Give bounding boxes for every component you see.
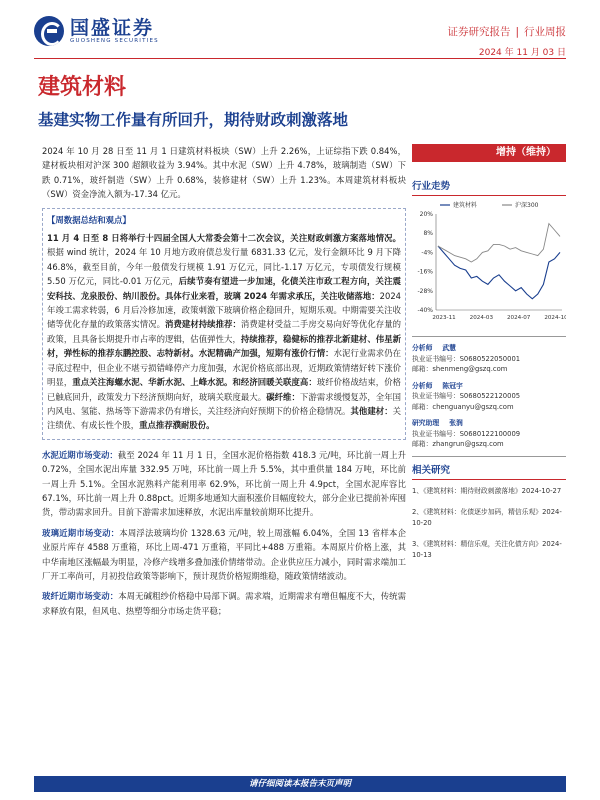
y-tick-label: -28% bbox=[417, 287, 433, 295]
legend-label: 建筑材料 bbox=[453, 202, 478, 209]
summary-text-4: 水泥行业需求仍在寻底过程中，但企业不堪亏损错峰停产力度加强，水泥价格底部出现，近期政策情绪好转下涨价明显， bbox=[47, 348, 402, 388]
summary-text-5: 玻纤价格战结束，价格已触底回升，政策发力下经济预期向好，玻璃关联度最大。 bbox=[47, 377, 402, 402]
report-sub: 行业周报 bbox=[524, 26, 566, 38]
summary-text-1: 根据 wind 统计，2024 年 10 月地方政府债总发行量 6831.33 亿元，发行金额环比 9 月下降 46.8%，截至目前，今年一般债发行规模 1.91 万亿元，同比-1.17 万亿元，专项债发行规模 5.50 万亿元，同比-0.01 万亿元， bbox=[47, 247, 401, 287]
trend-chart-svg bbox=[412, 198, 566, 328]
summary-text-7: 关注绩优、有成长性个股， bbox=[47, 405, 402, 431]
analyst-role: 研究助理 bbox=[412, 419, 440, 427]
x-tick-label: 2024-03 bbox=[469, 315, 494, 321]
x-tick-label: 2024-07 bbox=[506, 315, 531, 321]
report-type: 证券研究报告 bbox=[447, 26, 511, 38]
analyst-email[interactable]: shenmeng@gszq.com bbox=[432, 365, 508, 373]
y-tick-label: -40% bbox=[417, 307, 433, 314]
analyst-list bbox=[412, 336, 566, 450]
logo-name: 国盛证券 bbox=[70, 17, 155, 39]
cert-label: 执业证书编号： bbox=[412, 392, 460, 400]
logo-icon bbox=[34, 16, 64, 46]
series-line-csi300 bbox=[438, 224, 560, 262]
analyst-name: 张润 bbox=[449, 419, 463, 427]
industry-title: 建筑材料 bbox=[38, 74, 127, 100]
logo-english: GUOSHENG SECURITIES bbox=[70, 38, 159, 44]
related-report-1[interactable]: 1、《建筑材料：期待财政刺激落地》2024-10-27 bbox=[412, 486, 562, 495]
summary-bold-5: 重点关注海螺水泥、华新水泥、上峰水泥。和经济回暖关联度高： bbox=[72, 377, 317, 388]
cert-number: S0680122100009 bbox=[459, 429, 521, 438]
trend-chart bbox=[412, 198, 566, 328]
analyst-email[interactable]: chenguanyu@gszq.com bbox=[432, 402, 514, 411]
analyst-email[interactable]: zhangrun@gszq.com bbox=[432, 440, 504, 448]
rating-badge: 增持（维持） bbox=[412, 144, 566, 162]
x-tick-label: 2023-11 bbox=[432, 315, 456, 321]
cert-number: S0680522120005 bbox=[459, 392, 521, 400]
summary-text-3: 消费建材受益二手房交易向好等优化存量的政策，且具备长期提升市占率的逻辑，估值弹性大， bbox=[47, 319, 402, 344]
summary-bold-4: 持续推荐，稳健标的推荐北新建材、伟星新材，弹性标的推荐东鹏控股、志特新材。水泥精确产加强，短期有涨价行情： bbox=[47, 333, 402, 359]
cert-number: S0680522050001 bbox=[459, 354, 521, 363]
trend-heading: 行业走势 bbox=[412, 178, 566, 196]
related-heading: 相关研究 bbox=[412, 465, 566, 480]
series-line-building-materials bbox=[438, 246, 560, 299]
summary-bold-1: 11 月 4 日至 8 日将举行十四届全国人大常委会第十二次会议，关注财政刺激方案落地情况。 bbox=[47, 233, 401, 244]
analyst-entry bbox=[412, 418, 566, 450]
summary-bold-2: 后续节奏有望进一步加速，化债关注市政工程方向，关注震安科技、龙泉股份、纳川股份。具体行业来看，玻璃 2024 年需求承压，关注收储落地： bbox=[47, 276, 402, 301]
cement-paragraph bbox=[42, 448, 406, 520]
report-category: 证券研究报告 | 行业周报 bbox=[447, 26, 566, 38]
y-tick-label: 20% bbox=[419, 211, 433, 218]
summary-bold-6: 碳纤维： bbox=[266, 391, 300, 402]
summary-heading: 【周数据总结和观点】 bbox=[47, 214, 131, 225]
sidebar bbox=[412, 144, 566, 571]
y-tick-label: -16% bbox=[417, 268, 433, 276]
fiber-text: 本周无碱粗纱价格稳中局部下调。需求端，近期需求有增但幅度不大，传统需求释放有限，但风电、热塑等细分市场走货平稳； bbox=[42, 591, 407, 616]
fiber-paragraph bbox=[42, 589, 406, 618]
related-research bbox=[412, 456, 566, 561]
main-body bbox=[42, 144, 406, 624]
y-tick-label: 8% bbox=[423, 230, 433, 238]
analyst-name: 武慧 bbox=[442, 344, 456, 352]
analyst-entry bbox=[412, 381, 566, 413]
header-divider bbox=[34, 58, 566, 59]
glass-paragraph bbox=[42, 526, 406, 584]
email-label: 邮箱： bbox=[412, 402, 433, 411]
summary-bold-7: 其他建材： bbox=[350, 405, 393, 416]
glass-text: 本周浮法玻璃均价 1328.63 元/吨，较上周涨幅 6.04%，全国 13 省样本企业原片库存 4588 万重箱，环比上周-471 万重箱，平同比+488 万重箱。本周原片价格上涨，其中华南地区涨幅最为明显，冷修产线增多叠加涨价情绪带动。企业供应压力减小，同时需求端加工厂开工率尚可，月初投信政策等影响下，预计现货价格短期维稳，随政策情绪波动。 bbox=[42, 527, 406, 581]
cement-text: 截至 2024 年 11 月 1 日，全国水泥价格指数 418.3 元/吨，环比前一周上升 0.72%，全国水泥出库量 332.95 万吨，环比前一周上升 5.5%，其中重供量 184 万吨，环比前一周上升 5.1%。全国水泥熟料产能利用率 62.9%，环比前一周上升 4.9pct，全国水泥库容比 67.1%，环比前一周上升 0.88pct。近期多地通知大面积涨价目幅度较大，部分企业已提前补库囤货，带动需求回升。目前下游需求加速释放，水泥出库量较前期环比提升。 bbox=[42, 449, 406, 518]
summary-text-6: 下游需求缓慢复苏，全年国内风电、氢能、热场等下游需求仍有增长，关注经济向好预期下的价格企稳情况。 bbox=[47, 391, 402, 416]
y-tick-label: -4% bbox=[421, 249, 433, 257]
summary-bold-8: 重点推荐濮耐股份。 bbox=[139, 420, 215, 431]
summary-box bbox=[42, 208, 406, 440]
cert-label: 执业证书编号： bbox=[412, 354, 460, 363]
glass-label: 玻璃近期市场变动： bbox=[42, 527, 120, 538]
analyst-entry bbox=[412, 343, 566, 375]
email-label: 邮箱： bbox=[412, 440, 433, 448]
summary-text-2: 2024 年竣工需求转弱，6 月后冷修加速，政策刺激下玻璃价格企稳回升，短期乐观。中期需要关注收储等优化存量的政策落实情况。 bbox=[47, 290, 401, 330]
cement-label: 水泥近期市场变动： bbox=[42, 449, 118, 460]
x-tick-label: 2024-10 bbox=[544, 315, 566, 321]
footer-disclaimer: 请仔细阅读本报告末页声明 bbox=[34, 776, 566, 792]
email-label: 邮箱： bbox=[412, 365, 433, 373]
fiber-label: 玻纤近期市场变动： bbox=[42, 591, 119, 602]
summary-bold-3: 消费建材持续推荐： bbox=[165, 319, 241, 330]
related-report-2[interactable]: 2、《建筑材料：化债逐步加码，精信乐观》2024-10-20 bbox=[412, 507, 562, 527]
analyst-role: 分析师 bbox=[412, 344, 433, 352]
report-date: 2024 年 11 月 03 日 bbox=[478, 48, 566, 58]
analyst-role: 分析师 bbox=[412, 381, 433, 390]
related-report-3[interactable]: 3、《建筑材料：精信乐观，关注化债方向》2024-10-13 bbox=[412, 539, 562, 559]
cert-label: 执业证书编号： bbox=[412, 429, 460, 438]
legend-label: 沪深300 bbox=[515, 202, 539, 209]
company-logo bbox=[34, 16, 159, 46]
intro-paragraph: 2024 年 10 月 28 日至 11 月 1 日建筑材料板块（SW）上升 2.26%，上证综指下跌 0.84%，建材板块相对沪深 300 超额收益为 3.94%。其中水泥（SW）上升 4.78%，玻璃制造（SW）下跌 0.71%，玻纤制造（SW）上升 0.68%，装修建材（SW）上升 1.23%。本周建筑材料板块（SW）资金净流入额为-17.34 亿元。 bbox=[42, 146, 406, 200]
report-title: 基建实物工作量有所回升，期待财政刺激落地 bbox=[38, 110, 349, 129]
summary-paragraph bbox=[47, 231, 401, 433]
analyst-name: 陈冠宇 bbox=[442, 381, 463, 390]
